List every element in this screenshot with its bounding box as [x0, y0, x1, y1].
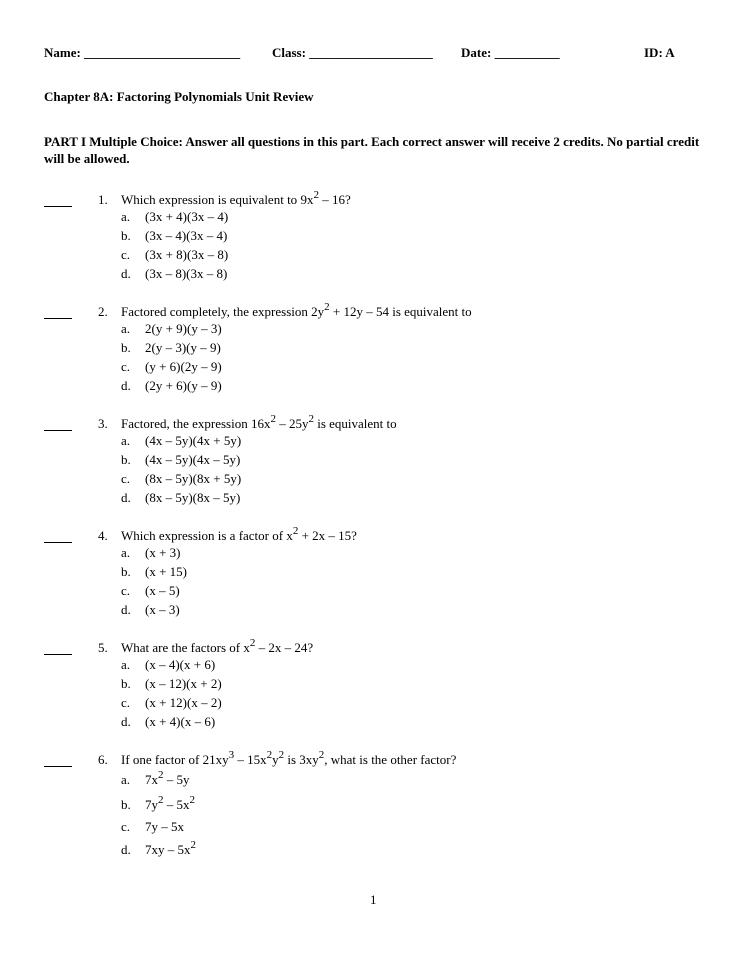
- option-letter: b.: [121, 564, 131, 579]
- answer-option: [121, 490, 240, 506]
- answer-option: [121, 209, 228, 225]
- name-field: Name: ________________________: [44, 45, 241, 60]
- answer-option: [121, 266, 227, 282]
- answer-option: [121, 378, 222, 394]
- option-text: (4x – 5y)(4x – 5y): [145, 452, 241, 467]
- option-letter: a.: [121, 433, 131, 448]
- option-text: 7y – 5x: [145, 819, 184, 834]
- question-text: Which expression is equivalent to $9x^2 - 16$?: [121, 189, 351, 207]
- question-text: Factored, the expression $16x^2 - 25y^2$ is equivalent to: [121, 413, 397, 431]
- answer-option: [121, 714, 215, 730]
- question-text: If one factor of $21xy^3 - 15x^2y^2$ is $3xy^2$, what is the other factor?: [121, 749, 457, 767]
- answer-option: [121, 839, 196, 858]
- option-letter: b.: [121, 228, 131, 243]
- option-text: (y + 6)(2y – 9): [145, 359, 222, 374]
- option-text: (x – 3): [145, 602, 180, 617]
- option-letter: b.: [121, 452, 131, 467]
- answer-option: [121, 471, 241, 487]
- option-text: $7xy - 5x^2$: [145, 839, 196, 857]
- option-text: (2y + 6)(y – 9): [145, 378, 222, 393]
- option-letter: c.: [121, 819, 131, 834]
- question-number: 2.: [98, 304, 108, 319]
- option-letter: a.: [121, 209, 131, 224]
- question-text: Which expression is a factor of $x^2 + 2x - 15$?: [121, 525, 357, 543]
- option-letter: d.: [121, 266, 131, 281]
- option-letter: d.: [121, 490, 131, 505]
- question-number: 6.: [98, 752, 108, 767]
- option-letter: c.: [121, 471, 131, 486]
- option-letter: a.: [121, 657, 131, 672]
- answer-blank[interactable]: [44, 531, 72, 543]
- answer-option: [121, 794, 195, 813]
- question-number: 3.: [98, 416, 108, 431]
- answer-option: [121, 359, 222, 375]
- answer-option: [121, 340, 221, 356]
- option-text: (x + 4)(x – 6): [145, 714, 216, 729]
- question-text: Factored completely, the expression $2y^2 + 12y - 54$ is equivalent to: [121, 301, 472, 319]
- answer-option: [121, 452, 240, 468]
- answer-option: [121, 602, 180, 618]
- question-number: 5.: [98, 640, 108, 655]
- option-text: $7x^2 - 5y$: [145, 769, 190, 787]
- option-letter: a.: [121, 321, 131, 336]
- answer-option: [121, 583, 180, 599]
- answer-option: [121, 228, 227, 244]
- option-text: (x – 12)(x + 2): [145, 676, 222, 691]
- answer-option: [121, 769, 190, 788]
- option-text: $7y^2 - 5x^2$: [145, 794, 195, 812]
- option-letter: b.: [121, 797, 131, 812]
- option-letter: c.: [121, 247, 131, 262]
- answer-blank[interactable]: [44, 307, 72, 319]
- option-text: (x – 4)(x + 6): [145, 657, 216, 672]
- option-letter: d.: [121, 602, 131, 617]
- answer-option: [121, 545, 181, 561]
- answer-option: [121, 819, 184, 835]
- option-text: (x + 3): [145, 545, 181, 560]
- option-letter: d.: [121, 714, 131, 729]
- option-text: (3x – 8)(3x – 8): [145, 266, 228, 281]
- option-letter: b.: [121, 340, 131, 355]
- question-number: 1.: [98, 192, 108, 207]
- option-text: (x + 12)(x – 2): [145, 695, 222, 710]
- option-letter: a.: [121, 545, 131, 560]
- answer-option: [121, 564, 187, 580]
- option-letter: b.: [121, 676, 131, 691]
- answer-option: [121, 247, 228, 263]
- answer-blank[interactable]: [44, 195, 72, 207]
- answer-option: [121, 657, 215, 673]
- answer-option: [121, 433, 241, 449]
- id-field: ID: A: [644, 45, 675, 60]
- option-text: (8x – 5y)(8x + 5y): [145, 471, 242, 486]
- option-text: 2(y + 9)(y – 3): [145, 321, 222, 336]
- answer-blank[interactable]: [44, 755, 72, 767]
- option-text: (4x – 5y)(4x + 5y): [145, 433, 242, 448]
- option-text: (x + 15): [145, 564, 187, 579]
- option-letter: c.: [121, 359, 131, 374]
- answer-option: [121, 695, 222, 711]
- option-text: 2(y – 3)(y – 9): [145, 340, 221, 355]
- option-text: (8x – 5y)(8x – 5y): [145, 490, 241, 505]
- answer-blank[interactable]: [44, 643, 72, 655]
- option-text: (3x + 4)(3x – 4): [145, 209, 229, 224]
- option-text: (3x – 4)(3x – 4): [145, 228, 228, 243]
- answer-option: [121, 321, 222, 337]
- date-field: Date: __________: [461, 45, 560, 60]
- instructions: PART I Multiple Choice: Answer all questions in this part. Each correct answer will receive 2 credits. No partial credit will be allowed.: [44, 134, 700, 166]
- question-text: What are the factors of $x^2 - 2x - 24$?: [121, 637, 314, 655]
- option-text: (3x + 8)(3x – 8): [145, 247, 229, 262]
- option-letter: d.: [121, 842, 131, 857]
- question-number: 4.: [98, 528, 108, 543]
- option-letter: c.: [121, 695, 131, 710]
- option-letter: d.: [121, 378, 131, 393]
- page-title: Chapter 8A: Factoring Polynomials Unit Review: [44, 89, 314, 104]
- answer-blank[interactable]: [44, 419, 72, 431]
- page-number: 1: [370, 892, 377, 907]
- header: [44, 45, 684, 65]
- class-field: Class: ___________________: [272, 45, 433, 60]
- option-letter: a.: [121, 772, 131, 787]
- option-letter: c.: [121, 583, 131, 598]
- answer-option: [121, 676, 222, 692]
- option-text: (x – 5): [145, 583, 180, 598]
